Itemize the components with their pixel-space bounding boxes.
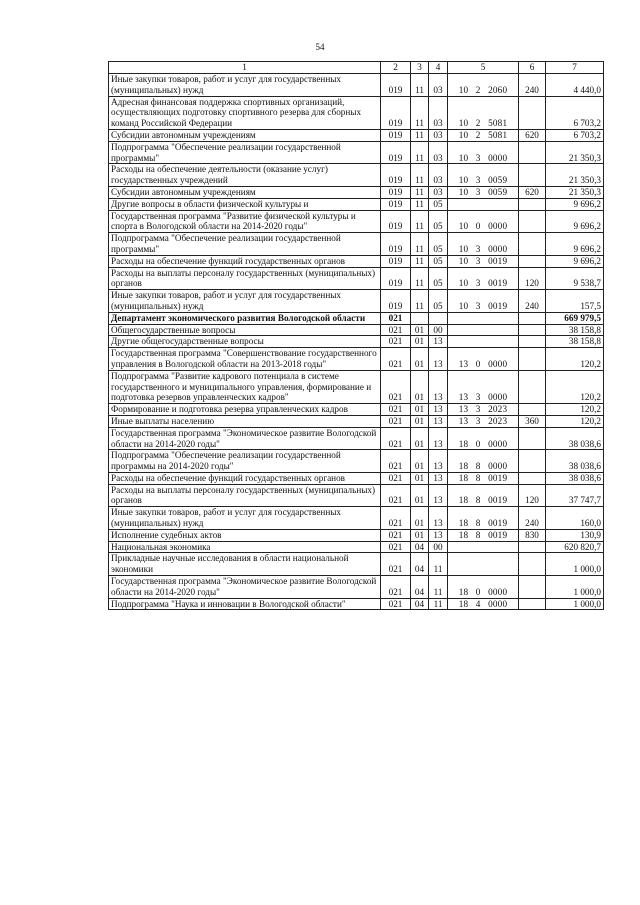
- cell-subsection-code: 13: [429, 529, 448, 541]
- table-row: [109, 255, 604, 267]
- cell-subsection-code: 13: [429, 507, 448, 530]
- cell-amount: 669 979,5: [546, 312, 604, 324]
- cell-subsection-code: 13: [429, 370, 448, 403]
- cell-amount: 37 747,7: [546, 484, 604, 507]
- cell-amount: 157,5: [546, 290, 604, 313]
- cell-ved-code: 019: [381, 290, 411, 313]
- cell-name: Адресная финансовая поддержка спортивных организаций, осуществляющих подготовку спортивного резерва для сборных команд Российской Федерации: [109, 96, 381, 129]
- cell-ved-code: 019: [381, 198, 411, 210]
- cell-amount: 21 350,3: [546, 141, 604, 164]
- cell-target-article: 10 3 0000: [448, 233, 519, 256]
- cell-name: Расходы на обеспечение функций государственных органов: [109, 255, 381, 267]
- cell-section-code: 11: [411, 186, 429, 198]
- table-row: [109, 129, 604, 141]
- cell-subsection-code: 05: [429, 290, 448, 313]
- cell-name: Расходы на обеспечение функций государственных органов: [109, 472, 381, 484]
- cell-amount: 120,2: [546, 370, 604, 403]
- cell-subsection-code: 00: [429, 324, 448, 336]
- cell-subsection-code: 13: [429, 472, 448, 484]
- table-row: [109, 233, 604, 256]
- cell-ved-code: 021: [381, 450, 411, 473]
- table-row: [109, 507, 604, 530]
- cell-ved-code: 019: [381, 210, 411, 233]
- cell-expense-type: [519, 541, 546, 553]
- cell-expense-type: [519, 312, 546, 324]
- cell-ved-code: 021: [381, 427, 411, 450]
- cell-section-code: 04: [411, 576, 429, 599]
- cell-section-code: 11: [411, 290, 429, 313]
- cell-ved-code: 021: [381, 404, 411, 416]
- cell-ved-code: 019: [381, 96, 411, 129]
- cell-name: Иные выплаты населению: [109, 415, 381, 427]
- cell-expense-type: [519, 598, 546, 610]
- cell-expense-type: 240: [519, 74, 546, 97]
- cell-section-code: 01: [411, 404, 429, 416]
- cell-section-code: 04: [411, 553, 429, 576]
- header-row: [109, 62, 604, 74]
- cell-section-code: 01: [411, 472, 429, 484]
- cell-section-code: 11: [411, 164, 429, 187]
- table-row: [109, 96, 604, 129]
- cell-amount: 9 696,2: [546, 210, 604, 233]
- cell-target-article: 13 0 0000: [448, 348, 519, 371]
- cell-ved-code: 019: [381, 164, 411, 187]
- cell-section-code: 11: [411, 267, 429, 290]
- table-row: [109, 427, 604, 450]
- header-col-6: 6: [519, 62, 546, 74]
- cell-subsection-code: 03: [429, 164, 448, 187]
- cell-amount: 9 696,2: [546, 233, 604, 256]
- cell-ved-code: 019: [381, 267, 411, 290]
- header-col-2: 2: [381, 62, 411, 74]
- table-row: [109, 553, 604, 576]
- cell-expense-type: [519, 450, 546, 473]
- cell-name: Подпрограмма "Обеспечение реализации государственной программы на 2014-2020 годы": [109, 450, 381, 473]
- cell-name: Подпрограмма "Обеспечение реализации государственной программы": [109, 141, 381, 164]
- cell-target-article: [448, 198, 519, 210]
- cell-ved-code: 019: [381, 74, 411, 97]
- cell-target-article: 18 0 0000: [448, 576, 519, 599]
- cell-target-article: 10 3 0059: [448, 164, 519, 187]
- cell-target-article: 10 3 0019: [448, 255, 519, 267]
- cell-section-code: 01: [411, 529, 429, 541]
- cell-target-article: [448, 541, 519, 553]
- table-row: [109, 186, 604, 198]
- cell-amount: 1 000,0: [546, 576, 604, 599]
- table-row: [109, 164, 604, 187]
- cell-amount: 9 696,2: [546, 255, 604, 267]
- header-col-1: 1: [109, 62, 381, 74]
- cell-section-code: 01: [411, 324, 429, 336]
- cell-target-article: 10 0 0000: [448, 210, 519, 233]
- cell-name: Подпрограмма "Развитие кадрового потенциала в системе государственного и муниципального управления, формирование и подготовка резервов управленческих кадров": [109, 370, 381, 403]
- cell-target-article: [448, 312, 519, 324]
- cell-name: Расходы на обеспечение деятельности (оказание услуг) государственных учреждений: [109, 164, 381, 187]
- table-row: [109, 529, 604, 541]
- cell-section-code: 01: [411, 450, 429, 473]
- cell-expense-type: [519, 404, 546, 416]
- cell-target-article: 18 0 0000: [448, 427, 519, 450]
- cell-expense-type: [519, 96, 546, 129]
- table-row: [109, 450, 604, 473]
- table-row: [109, 312, 604, 324]
- cell-ved-code: 021: [381, 598, 411, 610]
- cell-section-code: 11: [411, 141, 429, 164]
- cell-section-code: 11: [411, 198, 429, 210]
- cell-subsection-code: 03: [429, 141, 448, 164]
- cell-ved-code: 019: [381, 233, 411, 256]
- cell-section-code: 11: [411, 233, 429, 256]
- cell-ved-code: 021: [381, 324, 411, 336]
- cell-name: Департамент экономического развития Вологодской области: [109, 312, 381, 324]
- cell-name: Государственная программа "Совершенствование государственного управления в Вологодской области на 2013-2018 годы": [109, 348, 381, 371]
- cell-section-code: 01: [411, 415, 429, 427]
- table-row: [109, 598, 604, 610]
- cell-expense-type: [519, 233, 546, 256]
- table-row: [109, 74, 604, 97]
- cell-ved-code: 021: [381, 348, 411, 371]
- cell-amount: 120,2: [546, 404, 604, 416]
- cell-name: Государственная программа "Развитие физической культуры и спорта в Вологодской области на 2014-2020 годы": [109, 210, 381, 233]
- cell-subsection-code: 03: [429, 186, 448, 198]
- cell-subsection-code: 13: [429, 348, 448, 371]
- cell-ved-code: 021: [381, 529, 411, 541]
- table-body: [109, 74, 604, 610]
- cell-target-article: 18 8 0000: [448, 450, 519, 473]
- cell-target-article: 13 3 2023: [448, 415, 519, 427]
- cell-subsection-code: 13: [429, 404, 448, 416]
- cell-name: Иные закупки товаров, работ и услуг для государственных (муниципальных) нужд: [109, 507, 381, 530]
- cell-amount: 620 820,7: [546, 541, 604, 553]
- cell-subsection-code: 05: [429, 255, 448, 267]
- cell-target-article: 18 8 0019: [448, 472, 519, 484]
- cell-subsection-code: [429, 312, 448, 324]
- cell-expense-type: 360: [519, 415, 546, 427]
- cell-ved-code: 019: [381, 129, 411, 141]
- table-row: [109, 141, 604, 164]
- cell-target-article: 18 4 0000: [448, 598, 519, 610]
- cell-target-article: 13 3 2023: [448, 404, 519, 416]
- cell-ved-code: 021: [381, 507, 411, 530]
- cell-expense-type: 830: [519, 529, 546, 541]
- cell-target-article: [448, 336, 519, 348]
- cell-name: Другие вопросы в области физической культуры и: [109, 198, 381, 210]
- table-row: [109, 267, 604, 290]
- cell-subsection-code: 03: [429, 96, 448, 129]
- cell-section-code: 01: [411, 370, 429, 403]
- table-row: [109, 370, 604, 403]
- cell-amount: 38 038,6: [546, 427, 604, 450]
- cell-subsection-code: 11: [429, 553, 448, 576]
- cell-ved-code: 019: [381, 186, 411, 198]
- cell-ved-code: 021: [381, 415, 411, 427]
- cell-target-article: 10 2 5081: [448, 129, 519, 141]
- cell-target-article: 10 3 0000: [448, 141, 519, 164]
- cell-expense-type: 620: [519, 129, 546, 141]
- cell-expense-type: [519, 553, 546, 576]
- cell-name: Расходы на выплаты персоналу государственных (муниципальных) органов: [109, 267, 381, 290]
- table-row: [109, 336, 604, 348]
- cell-subsection-code: 03: [429, 129, 448, 141]
- cell-name: Государственная программа "Экономическое развитие Вологодской области на 2014-2020 годы": [109, 576, 381, 599]
- cell-ved-code: 021: [381, 336, 411, 348]
- cell-name: Прикладные научные исследования в области национальной экономики: [109, 553, 381, 576]
- cell-section-code: 01: [411, 507, 429, 530]
- cell-target-article: 10 2 5081: [448, 96, 519, 129]
- cell-ved-code: 021: [381, 484, 411, 507]
- cell-target-article: 13 3 0000: [448, 370, 519, 403]
- cell-name: Подпрограмма "Наука и инновации в Вологодской области": [109, 598, 381, 610]
- cell-expense-type: [519, 198, 546, 210]
- cell-amount: 120,2: [546, 348, 604, 371]
- cell-ved-code: 021: [381, 312, 411, 324]
- cell-ved-code: 019: [381, 141, 411, 164]
- cell-amount: 6 703,2: [546, 96, 604, 129]
- cell-name: Субсидии автономным учреждениям: [109, 129, 381, 141]
- cell-amount: 21 350,3: [546, 164, 604, 187]
- cell-section-code: 01: [411, 427, 429, 450]
- cell-target-article: [448, 324, 519, 336]
- cell-section-code: 01: [411, 484, 429, 507]
- page-number: 54: [315, 42, 325, 52]
- cell-name: Общегосударственные вопросы: [109, 324, 381, 336]
- cell-name: Национальная экономика: [109, 541, 381, 553]
- cell-expense-type: [519, 348, 546, 371]
- cell-subsection-code: 03: [429, 74, 448, 97]
- cell-name: Иные закупки товаров, работ и услуг для государственных (муниципальных) нужд: [109, 290, 381, 313]
- cell-section-code: 01: [411, 336, 429, 348]
- cell-subsection-code: 05: [429, 210, 448, 233]
- cell-amount: 38 158,8: [546, 336, 604, 348]
- cell-subsection-code: 13: [429, 450, 448, 473]
- cell-expense-type: 240: [519, 290, 546, 313]
- cell-amount: 120,2: [546, 415, 604, 427]
- cell-subsection-code: 05: [429, 267, 448, 290]
- cell-ved-code: 021: [381, 472, 411, 484]
- table-row: [109, 210, 604, 233]
- cell-section-code: 11: [411, 74, 429, 97]
- cell-expense-type: [519, 255, 546, 267]
- cell-subsection-code: 11: [429, 576, 448, 599]
- cell-expense-type: 120: [519, 484, 546, 507]
- cell-subsection-code: 13: [429, 415, 448, 427]
- cell-amount: 1 000,0: [546, 598, 604, 610]
- table-row: [109, 472, 604, 484]
- cell-ved-code: 021: [381, 541, 411, 553]
- cell-target-article: 10 3 0059: [448, 186, 519, 198]
- header-col-3: 3: [411, 62, 429, 74]
- cell-amount: 9 696,2: [546, 198, 604, 210]
- cell-name: Расходы на выплаты персоналу государственных (муниципальных) органов: [109, 484, 381, 507]
- cell-name: Формирование и подготовка резерва управленческих кадров: [109, 404, 381, 416]
- table-row: [109, 290, 604, 313]
- cell-expense-type: [519, 370, 546, 403]
- cell-ved-code: 021: [381, 553, 411, 576]
- table-row: [109, 415, 604, 427]
- header-col-4: 4: [429, 62, 448, 74]
- header-col-5: 5: [448, 62, 519, 74]
- table-row: [109, 324, 604, 336]
- cell-name: Субсидии автономным учреждениям: [109, 186, 381, 198]
- budget-table: [108, 61, 604, 610]
- cell-subsection-code: 13: [429, 336, 448, 348]
- cell-name: Государственная программа "Экономическое развитие Вологодской области на 2014-2020 годы": [109, 427, 381, 450]
- cell-subsection-code: 00: [429, 541, 448, 553]
- cell-section-code: 11: [411, 255, 429, 267]
- cell-expense-type: [519, 141, 546, 164]
- table-row: [109, 348, 604, 371]
- cell-name: Другие общегосударственные вопросы: [109, 336, 381, 348]
- cell-amount: 21 350,3: [546, 186, 604, 198]
- cell-subsection-code: 11: [429, 598, 448, 610]
- cell-name: Иные закупки товаров, работ и услуг для государственных (муниципальных) нужд: [109, 74, 381, 97]
- cell-expense-type: [519, 164, 546, 187]
- cell-name: Исполнение судебных актов: [109, 529, 381, 541]
- cell-target-article: 10 2 2060: [448, 74, 519, 97]
- cell-amount: 38 038,6: [546, 450, 604, 473]
- cell-expense-type: [519, 324, 546, 336]
- cell-expense-type: 120: [519, 267, 546, 290]
- cell-target-article: 10 3 0019: [448, 290, 519, 313]
- cell-ved-code: 021: [381, 576, 411, 599]
- table-row: [109, 576, 604, 599]
- cell-section-code: 11: [411, 210, 429, 233]
- cell-amount: 130,9: [546, 529, 604, 541]
- cell-target-article: [448, 553, 519, 576]
- cell-expense-type: 240: [519, 507, 546, 530]
- cell-section-code: 11: [411, 129, 429, 141]
- cell-target-article: 18 8 0019: [448, 507, 519, 530]
- table-row: [109, 198, 604, 210]
- cell-subsection-code: 13: [429, 427, 448, 450]
- cell-expense-type: 620: [519, 186, 546, 198]
- cell-section-code: 04: [411, 598, 429, 610]
- cell-expense-type: [519, 472, 546, 484]
- cell-subsection-code: 13: [429, 484, 448, 507]
- cell-amount: 6 703,2: [546, 129, 604, 141]
- cell-ved-code: 021: [381, 370, 411, 403]
- cell-target-article: 18 8 0019: [448, 484, 519, 507]
- cell-section-code: [411, 312, 429, 324]
- cell-name: Подпрограмма "Обеспечение реализации государственной программы": [109, 233, 381, 256]
- table-row: [109, 541, 604, 553]
- cell-section-code: 11: [411, 96, 429, 129]
- cell-amount: 160,0: [546, 507, 604, 530]
- cell-expense-type: [519, 427, 546, 450]
- header-col-7: 7: [546, 62, 604, 74]
- cell-section-code: 01: [411, 348, 429, 371]
- cell-subsection-code: 05: [429, 198, 448, 210]
- cell-amount: 4 440,0: [546, 74, 604, 97]
- table-row: [109, 404, 604, 416]
- cell-expense-type: [519, 210, 546, 233]
- cell-amount: 1 000,0: [546, 553, 604, 576]
- cell-expense-type: [519, 336, 546, 348]
- cell-subsection-code: 05: [429, 233, 448, 256]
- cell-expense-type: [519, 576, 546, 599]
- cell-amount: 9 538,7: [546, 267, 604, 290]
- cell-amount: 38 038,6: [546, 472, 604, 484]
- cell-target-article: 18 8 0019: [448, 529, 519, 541]
- cell-ved-code: 019: [381, 255, 411, 267]
- cell-section-code: 04: [411, 541, 429, 553]
- table-row: [109, 484, 604, 507]
- cell-amount: 38 158,8: [546, 324, 604, 336]
- cell-target-article: 10 3 0019: [448, 267, 519, 290]
